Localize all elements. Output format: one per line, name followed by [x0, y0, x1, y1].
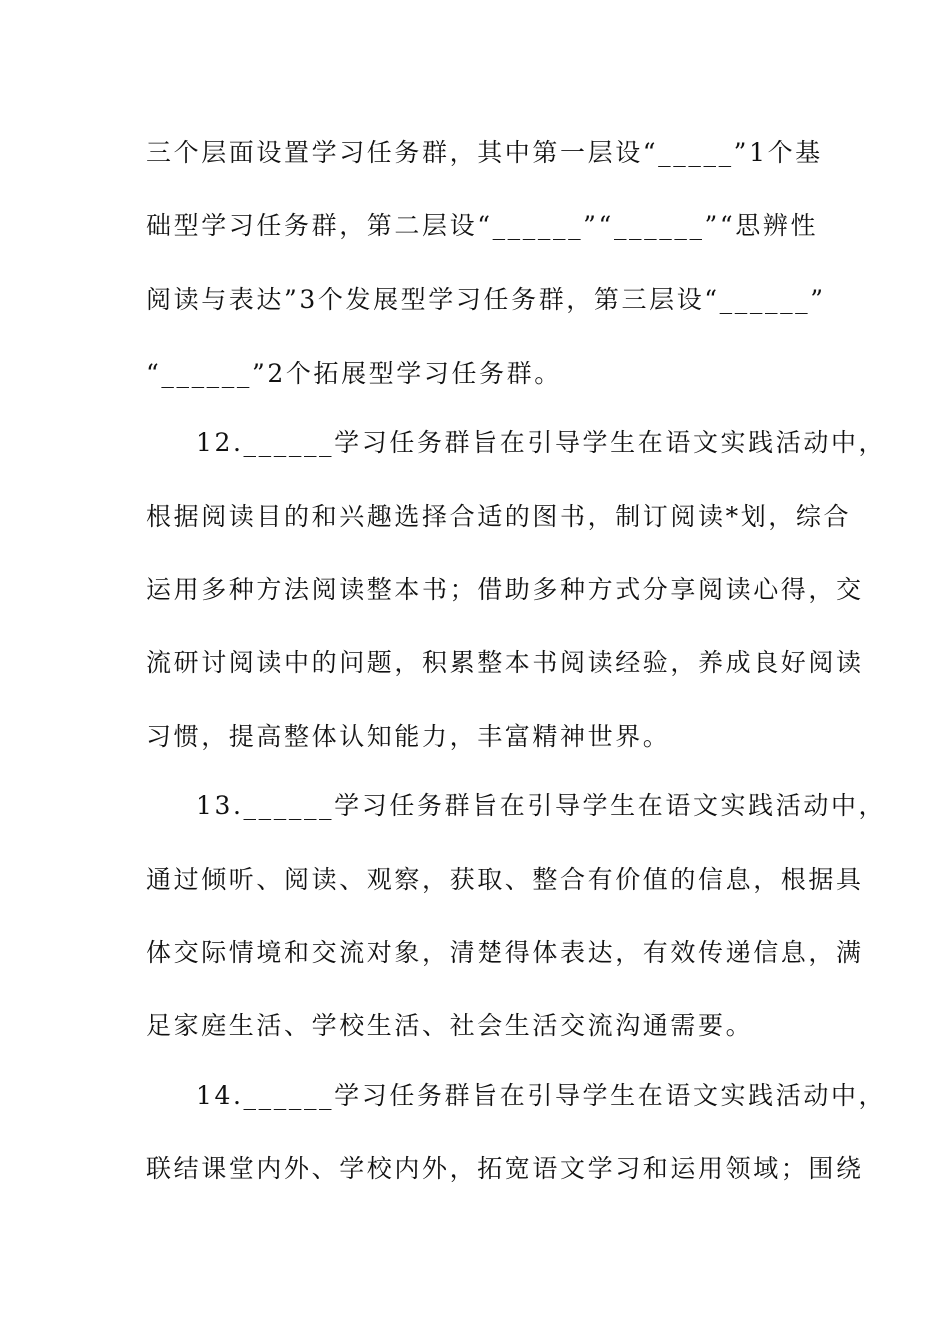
text-line: 通过倾听、阅读、观察，获取、整合有价值的信息，根据具 [146, 865, 864, 894]
item-14-start: 14.______学习任务群旨在引导学生在语文实践活动中， [196, 1081, 887, 1110]
item-13-start: 13.______学习任务群旨在引导学生在语文实践活动中， [196, 791, 887, 820]
text-line: 根据阅读目的和兴趣选择合适的图书，制订阅读*划，综合 [146, 502, 852, 531]
text-line: “______”2个拓展型学习任务群。 [146, 359, 562, 388]
text-line: 三个层面设置学习任务群，其中第一层设“_____”1个基 [146, 138, 823, 167]
text-line: 足家庭生活、学校生活、社会生活交流沟通需要。 [146, 1011, 754, 1040]
item-12-start: 12.______学习任务群旨在引导学生在语文实践活动中， [196, 428, 887, 457]
text-line: 联结课堂内外、学校内外，拓宽语文学习和运用领域；围绕 [146, 1154, 864, 1183]
text-line: 运用多种方法阅读整本书；借助多种方式分享阅读心得，交 [146, 575, 864, 604]
text-line: 习惯，提高整体认知能力，丰富精神世界。 [146, 722, 671, 751]
text-line: 体交际情境和交流对象，清楚得体表达，有效传递信息，满 [146, 938, 864, 967]
text-line: 流研讨阅读中的问题，积累整本书阅读经验，养成良好阅读 [146, 648, 864, 677]
text-line: 阅读与表达”3个发展型学习任务群，第三层设“______” [146, 285, 826, 314]
text-line: 础型学习任务群，第二层设“______”“______”“思辨性 [146, 211, 819, 240]
